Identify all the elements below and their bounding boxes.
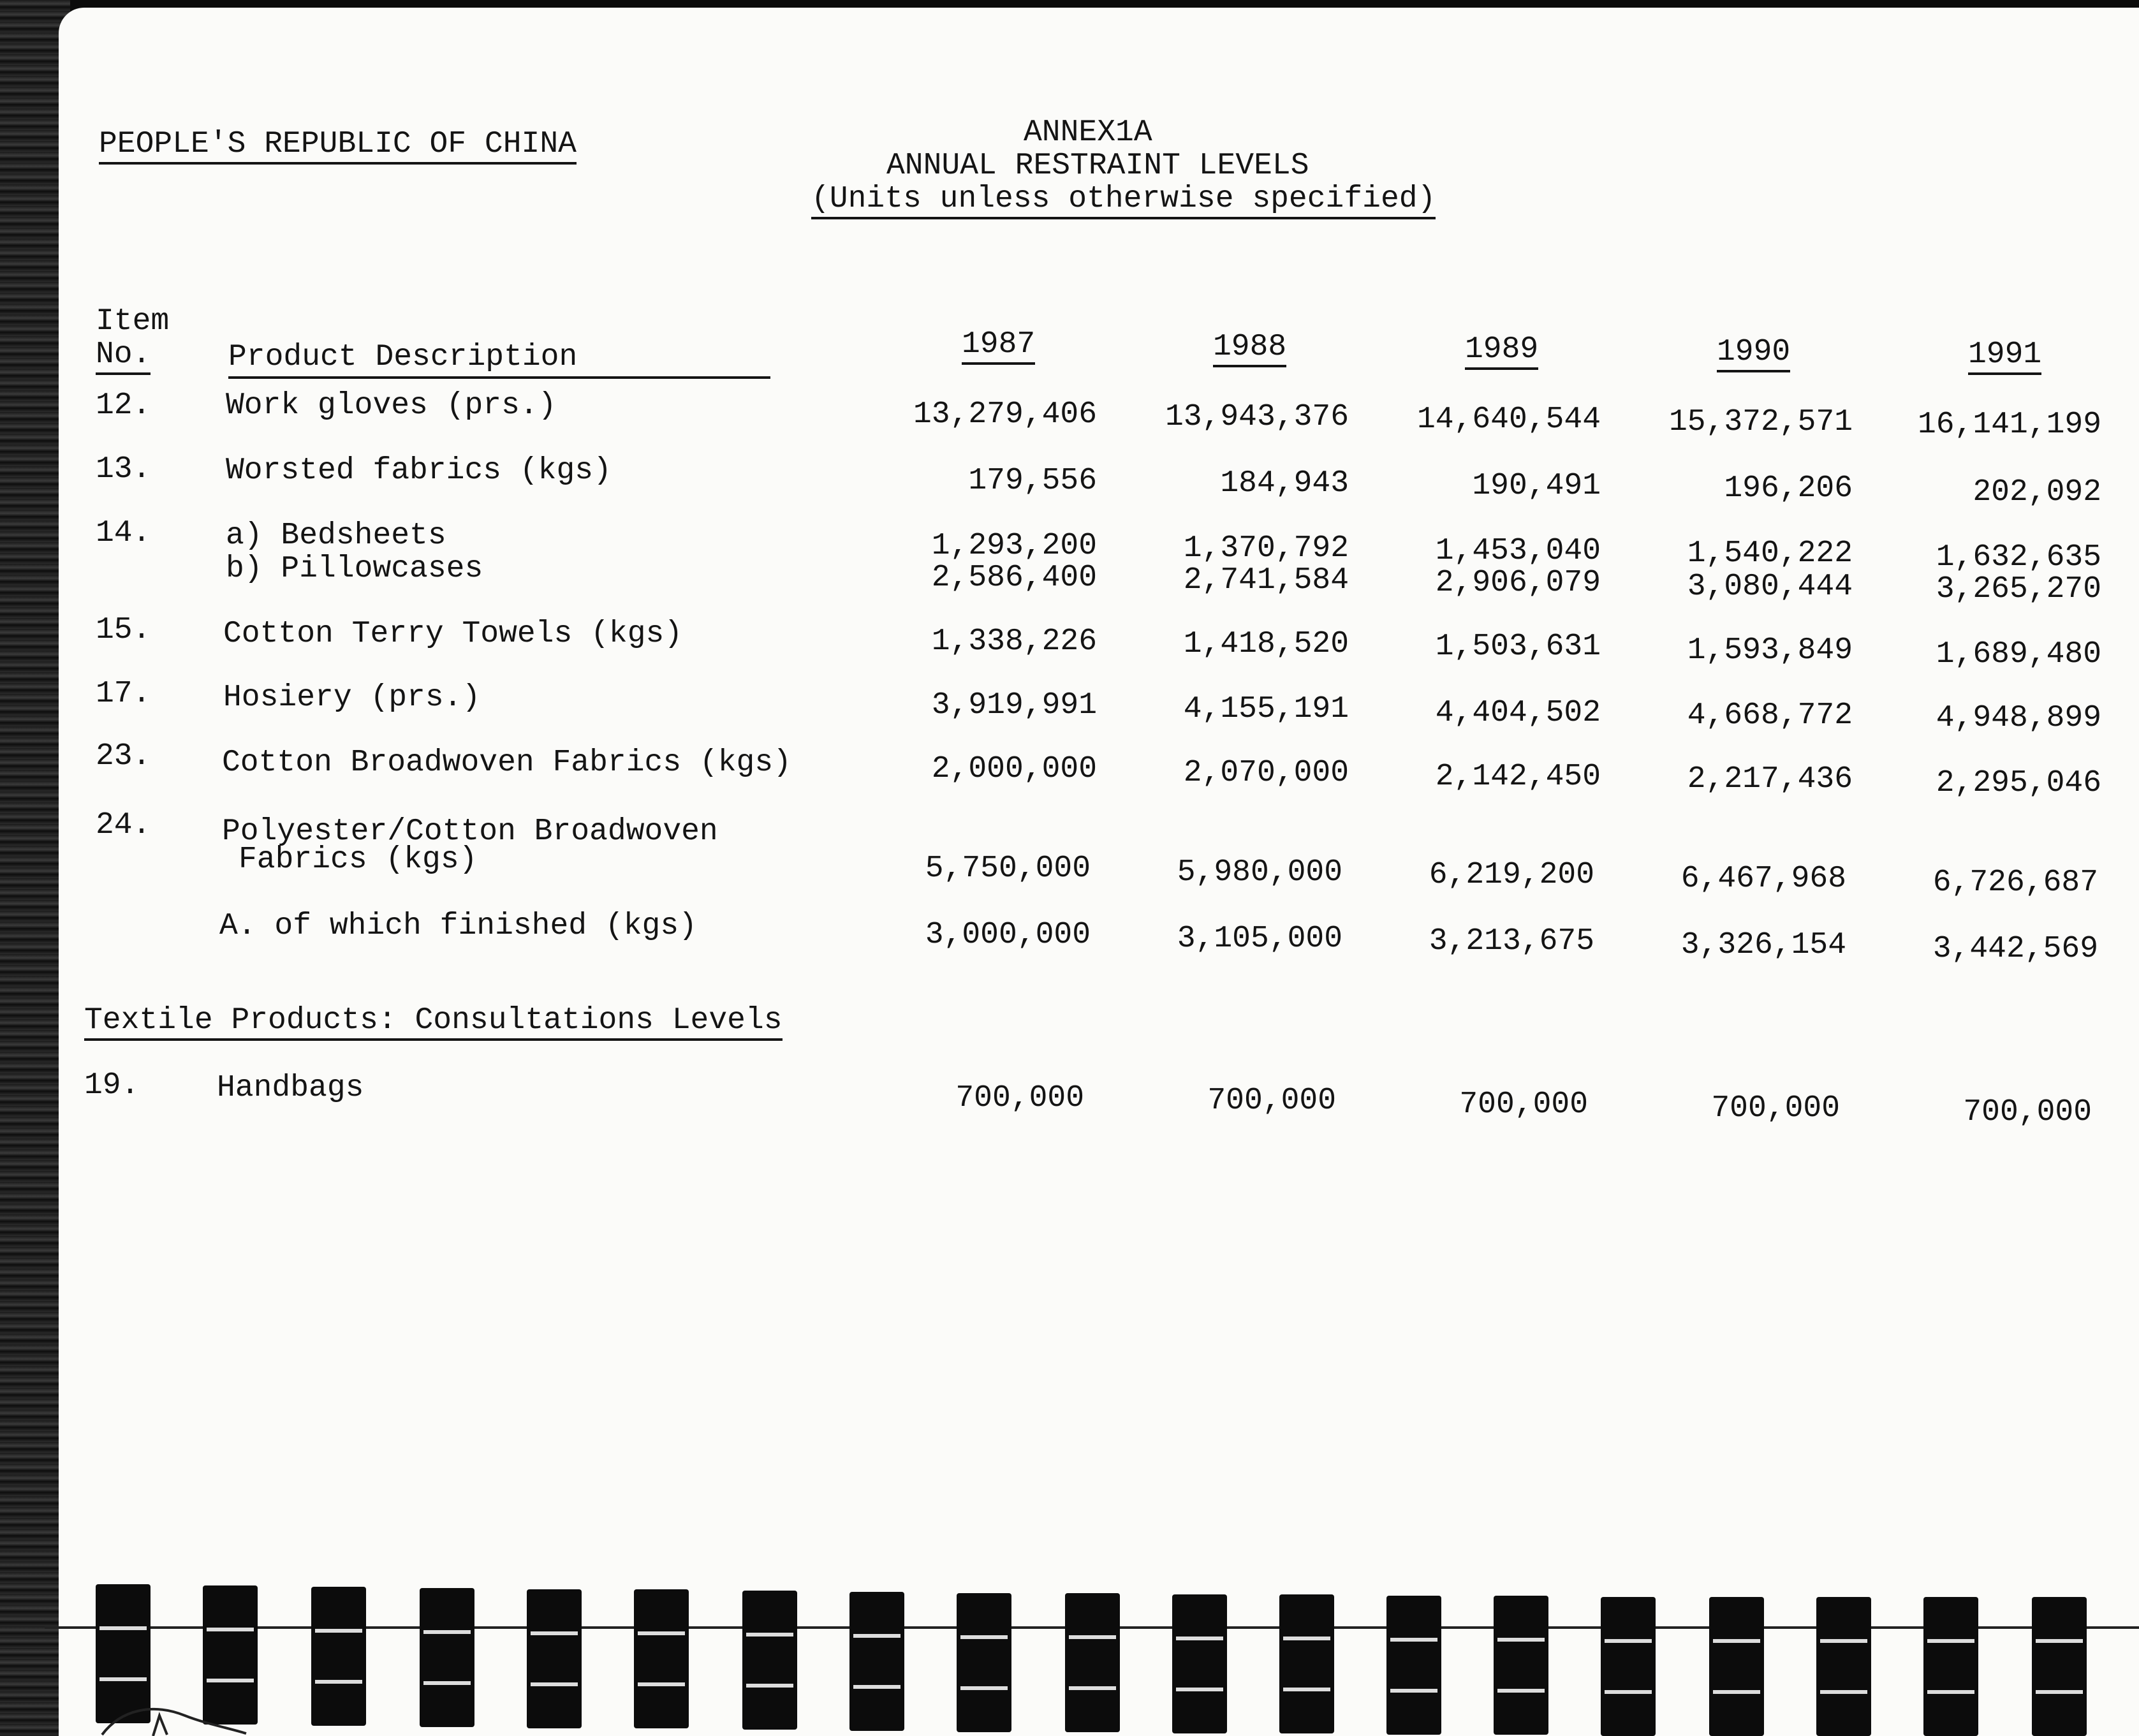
value-cell: 190,491: [1472, 469, 1601, 503]
binding-ring: [1065, 1593, 1120, 1732]
binding-ring: [1386, 1596, 1441, 1735]
product-description: a) Bedsheets: [226, 519, 446, 553]
value-cell: 3,213,675: [1429, 924, 1594, 959]
binding-ring: [311, 1587, 366, 1726]
value-cell: 2,000,000: [931, 752, 1097, 786]
value-cell: 1,293,200: [931, 529, 1097, 563]
item-number: 12.: [96, 388, 151, 423]
year-header-1987: 1987: [962, 328, 1035, 365]
value-cell: 3,265,270: [1936, 572, 2101, 607]
value-cell: 2,906,079: [1435, 566, 1601, 600]
pen-scribble: [96, 1690, 249, 1736]
value-cell: 4,668,772: [1687, 698, 1853, 733]
binding-ring: [849, 1592, 904, 1731]
year-header-1990: 1990: [1717, 335, 1790, 372]
item-number: 23.: [96, 739, 151, 774]
value-cell: 3,105,000: [1177, 922, 1342, 956]
value-cell: 3,000,000: [925, 918, 1091, 952]
value-cell: 4,155,191: [1183, 692, 1349, 726]
product-description: Cotton Broadwoven Fabrics (kgs): [222, 746, 791, 780]
item-number: 24.: [96, 808, 151, 842]
value-cell: 1,418,520: [1183, 627, 1349, 661]
value-cell: 2,070,000: [1183, 756, 1349, 790]
value-cell: 700,000: [1207, 1084, 1336, 1118]
column-header-item-line1: Item: [96, 304, 170, 339]
value-cell: 4,404,502: [1435, 696, 1601, 730]
document-title: ANNUAL RESTRAINT LEVELS: [886, 149, 1309, 183]
value-cell: 2,217,436: [1687, 762, 1853, 797]
value-cell: 3,326,154: [1680, 928, 1846, 962]
consultation-heading: Textile Products: Consultations Levels: [84, 1004, 783, 1041]
item-number: 13.: [96, 452, 151, 487]
binding-ring: [2032, 1597, 2087, 1736]
binding-ring: [1279, 1594, 1334, 1733]
value-cell: 1,503,631: [1435, 629, 1601, 664]
value-cell: 1,689,480: [1936, 637, 2101, 672]
value-cell: 2,741,584: [1183, 563, 1349, 598]
value-cell: 1,370,792: [1183, 531, 1349, 566]
value-cell: 700,000: [955, 1081, 1084, 1115]
binding-ring: [527, 1589, 582, 1728]
column-header-item-line2: No.: [96, 338, 151, 375]
value-cell: 1,632,635: [1936, 540, 2101, 575]
value-cell: 202,092: [1973, 475, 2101, 510]
binding-ring: [634, 1589, 689, 1728]
binding-ring: [742, 1591, 797, 1730]
value-cell: 14,640,544: [1416, 402, 1601, 437]
product-description: Handbags: [217, 1071, 364, 1105]
value-cell: 1,593,849: [1687, 633, 1853, 668]
value-cell: 2,142,450: [1435, 760, 1601, 794]
binding-ring: [1923, 1597, 1978, 1736]
value-cell: 1,338,226: [931, 624, 1097, 659]
value-cell: 184,943: [1220, 466, 1349, 501]
binding-ring: [420, 1588, 474, 1727]
description-header-underline: [228, 376, 770, 379]
value-cell: 1,453,040: [1435, 534, 1601, 568]
year-header-1991: 1991: [1968, 338, 2041, 375]
year-header-1988: 1988: [1213, 330, 1286, 367]
item-number: 17.: [96, 677, 151, 711]
value-cell: 3,442,569: [1932, 932, 2098, 966]
product-description: Worsted fabrics (kgs): [226, 453, 612, 488]
value-cell: 2,586,400: [931, 561, 1097, 595]
value-cell: 700,000: [1459, 1087, 1588, 1122]
value-cell: 6,467,968: [1680, 862, 1846, 896]
value-cell: 196,206: [1724, 471, 1853, 506]
value-cell: 3,919,991: [931, 688, 1097, 723]
product-description: Work gloves (prs.): [226, 388, 557, 423]
value-cell: 1,540,222: [1687, 536, 1853, 571]
binding-ring: [1601, 1597, 1656, 1736]
value-cell: 5,980,000: [1177, 855, 1342, 890]
spiral-binding: [0, 1582, 2139, 1736]
binding-ring: [957, 1593, 1011, 1732]
value-cell: 700,000: [1963, 1095, 2092, 1129]
year-header-1989: 1989: [1465, 333, 1538, 370]
value-cell: 13,279,406: [913, 397, 1097, 432]
product-description: Polyester/Cotton Broadwoven: [222, 814, 718, 849]
country-heading: PEOPLE'S REPUBLIC OF CHINA: [99, 128, 577, 165]
product-description: Cotton Terry Towels (kgs): [223, 617, 683, 651]
value-cell: 4,948,899: [1936, 701, 2101, 735]
product-description: Hosiery (prs.): [223, 680, 481, 715]
value-cell: 2,295,046: [1936, 766, 2101, 800]
value-cell: 6,219,200: [1429, 858, 1594, 892]
value-cell: 179,556: [968, 464, 1097, 498]
product-description: b) Pillowcases: [226, 552, 483, 586]
document-subtitle: (Units unless otherwise specified): [811, 182, 1436, 219]
product-description: A. of which finished (kgs): [219, 909, 697, 943]
item-number: 14.: [96, 516, 151, 550]
annex-label: ANNEX1A: [1024, 115, 1152, 150]
item-number: 19.: [84, 1068, 140, 1103]
value-cell: 5,750,000: [925, 851, 1091, 886]
binding-ring: [1172, 1594, 1227, 1733]
value-cell: 6,726,687: [1932, 865, 2098, 900]
product-description-continued: Fabrics (kgs): [239, 842, 478, 877]
binding-ring: [1816, 1597, 1871, 1736]
value-cell: 13,943,376: [1165, 400, 1349, 434]
binding-ring: [1494, 1596, 1548, 1735]
value-cell: 3,080,444: [1687, 570, 1853, 604]
value-cell: 16,141,199: [1917, 408, 2101, 442]
value-cell: 700,000: [1711, 1091, 1840, 1126]
column-header-description: Product Description: [228, 340, 578, 374]
binding-ring: [1709, 1597, 1764, 1736]
item-number: 15.: [96, 613, 151, 647]
value-cell: 15,372,571: [1668, 405, 1853, 439]
